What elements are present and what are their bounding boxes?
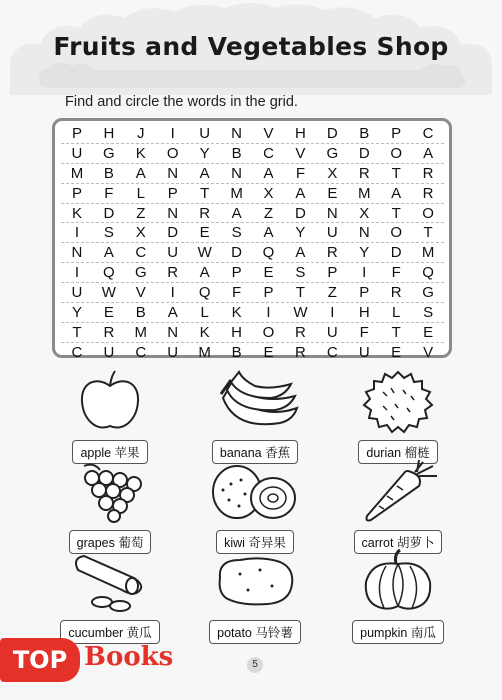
grid-cell[interactable]: N [231,164,242,182]
grid-cell[interactable]: T [72,323,82,341]
grid-cell[interactable]: M [70,164,84,182]
grid-cell[interactable]: D [390,244,402,262]
grid-cell[interactable]: G [326,144,339,162]
grid-cell[interactable]: C [326,343,338,361]
grid-cell[interactable]: F [231,284,242,302]
grid-cell[interactable]: H [294,125,306,142]
grid-cell[interactable]: W [101,284,116,302]
item-durian [328,368,468,464]
grid-cell[interactable]: E [103,304,114,322]
grid-cell[interactable]: I [266,304,271,322]
apple-icon [75,368,145,434]
grid-cell[interactable]: N [167,164,179,182]
grid-cell[interactable]: X [327,164,338,182]
grid-cell[interactable]: A [263,224,274,242]
grid-row [61,184,444,204]
grid-cell[interactable]: N [231,125,242,142]
grid-row [61,303,444,323]
item-grapes [40,458,180,554]
item-label: pumpkin 南瓜 [352,620,444,644]
grid-cell[interactable]: B [359,125,370,142]
grid-cell[interactable]: K [135,144,146,162]
grid-cell[interactable]: N [167,323,179,341]
grid-cell[interactable]: R [167,264,179,282]
grid-cell[interactable]: L [200,304,209,322]
grid-cell[interactable]: R [326,244,338,262]
grid-cell[interactable]: A [423,144,434,162]
grid-row [61,124,444,144]
grid-cell[interactable]: C [71,343,83,361]
grid-cell[interactable]: V [135,284,146,302]
banana-icon [205,368,305,434]
grid-cell[interactable]: D [294,204,306,222]
grid-cell[interactable]: J [137,125,145,142]
grid-cell[interactable]: I [170,125,175,142]
grid-cell[interactable]: N [358,224,370,242]
item-label: cucumber 黄瓜 [60,620,159,644]
grid-cell[interactable]: R [199,204,211,222]
grid-cell[interactable]: O [166,144,179,162]
grid-cell[interactable]: U [167,244,179,262]
grid-cell[interactable]: P [391,125,402,142]
grid-cell[interactable]: I [74,224,80,242]
grid-cell[interactable]: O [262,323,275,341]
item-apple [40,368,180,464]
grid-row [61,223,444,243]
item-pumpkin [328,548,468,644]
item-label: apple 苹果 [72,440,147,464]
grid-cell[interactable]: U [71,144,83,162]
grid-cell[interactable]: P [263,284,274,302]
item-banana [185,368,325,464]
grid-cell[interactable]: U [103,343,115,361]
grid-cell[interactable]: G [134,264,147,282]
page-title: Fruits and Vegetables Shop [53,32,449,61]
grid-cell[interactable]: O [390,144,403,162]
grid-cell[interactable]: I [74,264,80,282]
grid-cell[interactable]: E [327,184,338,202]
grid-cell[interactable]: E [263,343,274,361]
grid-cell[interactable]: S [231,224,242,242]
grid-row [61,323,444,343]
grid-cell[interactable]: E [199,224,210,242]
topbooks-logo [0,628,200,684]
grid-cell[interactable]: A [199,264,210,282]
grid-cell[interactable]: M [230,184,243,202]
grid-cell[interactable]: E [263,264,274,282]
logo-books-text: Books [84,642,174,672]
carrot-icon [353,458,443,524]
grid-cell[interactable]: A [263,164,274,182]
grid-cell[interactable]: A [295,244,306,262]
grid-letters [61,124,444,362]
grid-cell[interactable]: A [135,164,146,182]
grid-cell[interactable]: H [358,304,370,322]
grid-cell[interactable]: K [71,204,82,222]
grid-cell[interactable]: F [391,264,401,282]
grid-cell[interactable]: H [103,125,115,142]
item-label: carrot 胡萝卜 [354,530,443,554]
grid-cell[interactable]: P [167,184,178,202]
grid-cell[interactable]: V [263,125,274,142]
grid-cell[interactable]: Z [136,204,146,222]
grid-cell[interactable]: C [135,343,147,361]
grid-cell[interactable]: I [330,304,335,322]
grid-cell[interactable]: T [200,184,210,202]
grid-cell[interactable]: Y [199,144,210,162]
grid-cell[interactable]: U [167,343,179,361]
word-search-grid [52,118,452,361]
durian-icon [361,368,435,434]
grid-cell[interactable]: V [423,343,434,361]
grapes-icon [70,458,150,524]
item-label: grapes 葡萄 [69,530,152,554]
grid-cell[interactable]: G [103,144,115,162]
grid-cell[interactable]: Y [359,244,370,262]
grid-cell[interactable]: P [359,284,370,302]
grid-cell[interactable]: X [135,224,146,242]
grid-cell[interactable]: U [326,323,338,341]
grid-cell[interactable]: M [198,343,211,361]
grid-cell[interactable]: R [103,323,115,341]
grid-cell[interactable]: T [295,284,305,302]
grid-cell[interactable]: G [422,284,434,302]
grid-cell[interactable]: R [390,284,402,302]
kiwi-icon [205,458,305,524]
grid-cell[interactable]: E [391,343,402,361]
grid-cell[interactable]: M [421,244,435,262]
grid-cell[interactable]: C [422,125,434,142]
grid-cell[interactable]: U [358,343,370,361]
grid-cell[interactable]: T [423,224,433,242]
grid-cell[interactable]: N [167,204,179,222]
grid-cell[interactable]: A [295,184,306,202]
grid-cell[interactable]: R [294,323,306,341]
grid-cell[interactable]: X [263,184,274,202]
grid-cell[interactable]: Q [422,264,434,282]
grid-cell[interactable]: D [167,224,179,242]
grid-cell[interactable]: A [103,244,114,262]
grid-cell[interactable]: M [358,184,371,202]
grid-cell[interactable]: B [231,144,242,162]
grid-cell[interactable]: A [167,304,178,322]
grid-row [61,283,444,303]
grid-cell[interactable]: T [391,164,401,182]
grid-cell[interactable]: B [231,343,242,361]
grid-cell[interactable]: L [392,304,401,322]
item-label: durian 榴梿 [358,440,437,464]
grid-row [61,164,444,184]
grid-cell[interactable]: R [358,164,370,182]
grid-cell[interactable]: I [362,264,367,282]
grid-cell[interactable]: U [199,125,211,142]
pumpkin-icon [358,548,438,614]
grid-cell[interactable]: D [231,244,242,262]
grid-cell[interactable]: B [103,164,114,182]
grid-cell[interactable]: K [231,304,242,322]
grid-row [61,243,444,263]
grid-cell[interactable]: N [326,204,338,222]
grid-cell[interactable]: H [231,323,242,341]
grid-cell[interactable]: F [295,164,305,182]
potato-icon [210,548,300,614]
grid-cell[interactable]: L [136,184,145,202]
grid-cell[interactable]: R [422,164,434,182]
grid-row [61,343,444,362]
grid-cell[interactable]: R [294,343,306,361]
grid-cell[interactable]: W [293,304,308,322]
grid-row [61,263,444,283]
grid-cell[interactable]: T [391,204,401,222]
item-potato [185,548,325,644]
logo-top-text: TOP [0,638,80,682]
grid-cell[interactable]: Z [263,204,274,222]
grid-cell[interactable]: A [391,184,402,202]
grid-cell[interactable]: F [359,323,369,341]
grid-cell[interactable]: T [391,323,401,341]
item-label: banana 香蕉 [212,440,298,464]
grid-cell[interactable]: O [390,224,403,242]
grid-cell[interactable]: C [135,244,147,262]
page-number: 5 [247,657,263,673]
grid-row [61,144,444,164]
grid-cell[interactable]: M [134,323,148,341]
grid-cell[interactable]: E [423,323,434,341]
grid-cell[interactable]: A [231,204,242,222]
grid-cell[interactable]: D [103,204,115,222]
grid-cell[interactable]: Y [295,224,306,242]
grid-cell[interactable]: P [71,184,82,202]
grid-cell[interactable]: N [71,244,83,262]
item-carrot [328,458,468,554]
grid-cell[interactable]: P [71,125,82,142]
grid-cell[interactable]: W [197,244,212,262]
grid-cell[interactable]: P [231,264,242,282]
grid-cell[interactable]: X [359,204,370,222]
item-label: kiwi 奇异果 [216,530,294,554]
grid-cell[interactable]: Y [71,304,82,322]
grid-cell[interactable]: K [199,323,210,341]
grid-cell[interactable]: U [71,284,83,302]
item-label: potato 马铃薯 [209,620,301,644]
cucumber-icon [62,548,158,614]
grid-cell[interactable]: F [104,184,114,202]
grid-cell[interactable]: O [422,204,434,222]
grid-cell[interactable]: A [199,164,210,182]
grid-cell[interactable]: S [295,264,306,282]
grid-cell[interactable]: P [327,264,338,282]
grid-cell[interactable]: S [423,304,434,322]
grid-cell[interactable]: Q [198,284,211,302]
grid-cell[interactable]: Q [103,264,115,282]
grid-cell[interactable]: D [358,144,370,162]
grid-cell[interactable]: V [295,144,306,162]
grid-cell[interactable]: R [422,184,434,202]
instruction-text: Find and circle the words in the grid. [65,94,298,110]
grid-cell[interactable]: D [326,125,338,142]
item-kiwi [185,458,325,554]
grid-cell[interactable]: Q [262,244,275,262]
grid-cell[interactable]: C [263,144,274,162]
grid-row [61,204,444,224]
grid-cell[interactable]: B [135,304,146,322]
grid-cell[interactable]: I [170,284,175,302]
grid-cell[interactable]: U [326,224,338,242]
grid-cell[interactable]: Z [327,284,337,302]
grid-cell[interactable]: S [103,224,114,242]
